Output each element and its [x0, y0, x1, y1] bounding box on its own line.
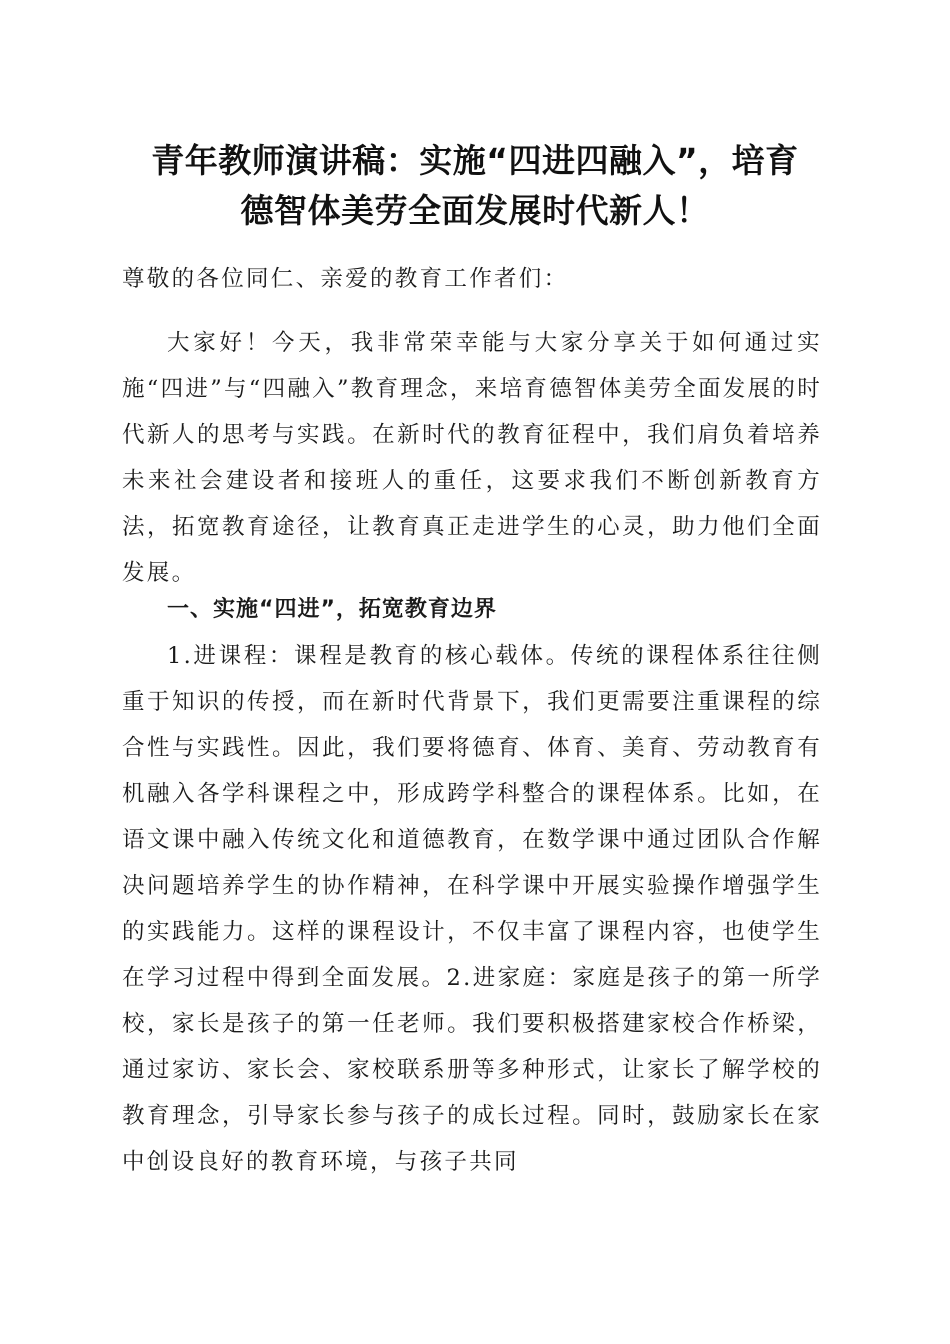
opening-paragraph: 大家好！今天，我非常荣幸能与大家分享关于如何通过实施“四进”与“四融入”教育理念，来培育德智体美劳全面发展的时代新人的思考与实践。在新时代的教育征程中，我们肩负着培养未来社会建设者和接班人的重任，这要求我们不断创新教育方法，拓宽教育途径，让教育真正走进学生的心灵，助力他们全面发展。 — [122, 330, 823, 586]
document-title-line-2: 德智体美劳全面发展时代新人！ — [240, 191, 710, 230]
document-title-line-1: 青年教师演讲稿：实施“四进四融入”，培育 — [151, 141, 799, 180]
section-heading: 一、实施“四进”，拓宽教育边界 — [167, 597, 497, 622]
salutation: 尊敬的各位同仁、亲爱的教育工作者们： — [122, 266, 569, 292]
section-paragraph: 1.进课程：课程是教育的核心载体。传统的课程体系往往侧重于知识的传授，而在新时代背景下，我们更需要注重课程的综合性与实践性。因此，我们要将德育、体育、美育、劳动教育有机融入各学科课程之中，形成跨学科整合的课程体系。比如，在语文课中融入传统文化和道德教育，在数学课中通过团队合作解决问题培养学生的协作精神，在科学课中开展实验操作增强学生的实践能力。这样的课程设计，不仅丰富了课程内容，也使学生在学习过程中得到全面发展。2.进家庭：家庭是孩子的第一所学校，家长是孩子的第一任老师。我们要积极搭建家校合作桥梁，通过家访、家长会、家校联系册等多种形式，让家长了解学校的教育理念，引导家长参与孩子的成长过程。同时，鼓励家长在家中创设良好的教育环境，与孩子共同 — [122, 643, 822, 1175]
